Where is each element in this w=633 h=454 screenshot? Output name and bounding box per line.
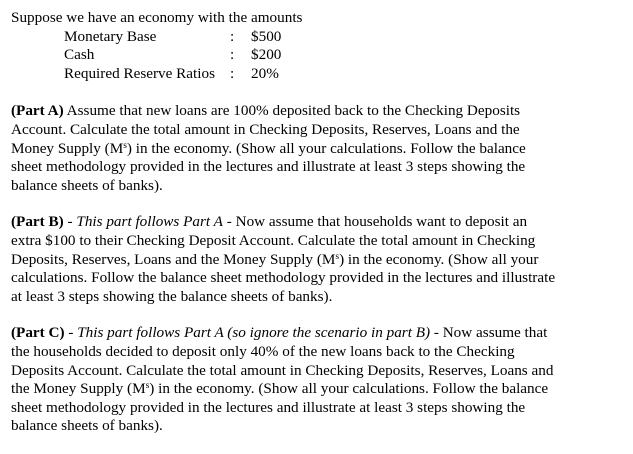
part-a-text: Money Supply (M xyxy=(11,139,124,157)
part-c-line-6: balance sheets of banks). xyxy=(11,417,163,435)
part-c-text: ) in the economy. (Show all your calculations. Follow the balance xyxy=(149,380,549,398)
part-a-line-2: Account. Calculate the total amount in Checking Deposits, Reserves, Loans and the xyxy=(11,120,520,138)
part-c-emphasis: This part follows Part A (so ignore the scenario in part B) xyxy=(77,324,431,342)
part-b-line-3 xyxy=(11,251,623,270)
part-c-line-1 xyxy=(11,324,623,343)
amount-separator: : xyxy=(230,64,235,82)
amount-row-reserve-ratio xyxy=(64,65,281,84)
part-a-line-1 xyxy=(11,102,623,121)
part-b-line-1 xyxy=(11,213,623,232)
part-b-text: - Now assume that households want to deposit an xyxy=(222,213,528,231)
amount-label: Required Reserve Ratios xyxy=(64,64,215,82)
intro-text: Suppose we have an economy with the amounts xyxy=(11,9,303,26)
part-b-paragraph xyxy=(11,213,623,306)
amount-label: Monetary Base xyxy=(64,27,157,45)
amounts-table xyxy=(64,28,281,84)
part-a-text: ) in the economy. (Show all your calculations. Follow the balance xyxy=(126,139,526,157)
part-c-line-3: Deposits Account. Calculate the total amount in Checking Deposits, Reserves, Loans and xyxy=(11,361,554,379)
part-a-line-4: sheet methodology provided in the lectures and illustrate at least 3 steps showing the xyxy=(11,158,526,176)
part-b-line-4: calculations. Follow the balance sheet methodology provided in the lectures and illustrate xyxy=(11,269,556,287)
part-a-line-5: balance sheets of banks). xyxy=(11,176,163,194)
amount-row-monetary-base xyxy=(64,28,281,47)
part-b-dash: - xyxy=(63,213,77,231)
part-b-text: ) in the economy. (Show all your xyxy=(339,250,539,268)
part-c-text: the Money Supply (M xyxy=(11,380,146,398)
part-c-paragraph xyxy=(11,324,623,436)
amount-value: 20% xyxy=(251,64,279,82)
part-b-line-5: at least 3 steps showing the balance sheets of banks). xyxy=(11,287,333,305)
amount-value: $200 xyxy=(251,46,282,64)
part-c-heading: (Part C) xyxy=(11,324,65,342)
part-b-line-2: extra $100 to their Checking Deposit Account. Calculate the total amount in Checking xyxy=(11,231,536,249)
part-c-line-2: the households decided to deposit only 40% of the new loans back to the Checking xyxy=(11,342,515,360)
part-c-line-4 xyxy=(11,380,623,399)
superscript-s: s xyxy=(123,140,127,151)
part-b-heading: (Part B) xyxy=(11,213,64,231)
amount-separator: : xyxy=(230,27,235,45)
amount-label: Cash xyxy=(64,46,95,64)
part-b-emphasis: This part follows Part A xyxy=(76,213,223,231)
amount-separator: : xyxy=(230,46,235,64)
superscript-s: s xyxy=(145,380,150,391)
part-c-dash: - xyxy=(64,324,78,342)
part-a-heading: (Part A) xyxy=(11,102,64,120)
part-b-text: Deposits, Reserves, Loans and the Money Supply (M xyxy=(11,250,336,268)
amount-row-cash xyxy=(64,46,281,65)
part-a-line-3 xyxy=(11,140,623,159)
amount-value: $500 xyxy=(251,27,282,45)
superscript-s: s xyxy=(335,251,340,262)
part-a-paragraph xyxy=(11,102,623,195)
document-page xyxy=(11,9,623,436)
part-c-line-5: sheet methodology provided in the lectures and illustrate at least 3 steps showing the xyxy=(11,398,526,416)
part-c-text: - Now assume that xyxy=(430,324,548,342)
part-a-text: Assume that new loans are 100% deposited back to the Checking Deposits xyxy=(63,102,521,120)
